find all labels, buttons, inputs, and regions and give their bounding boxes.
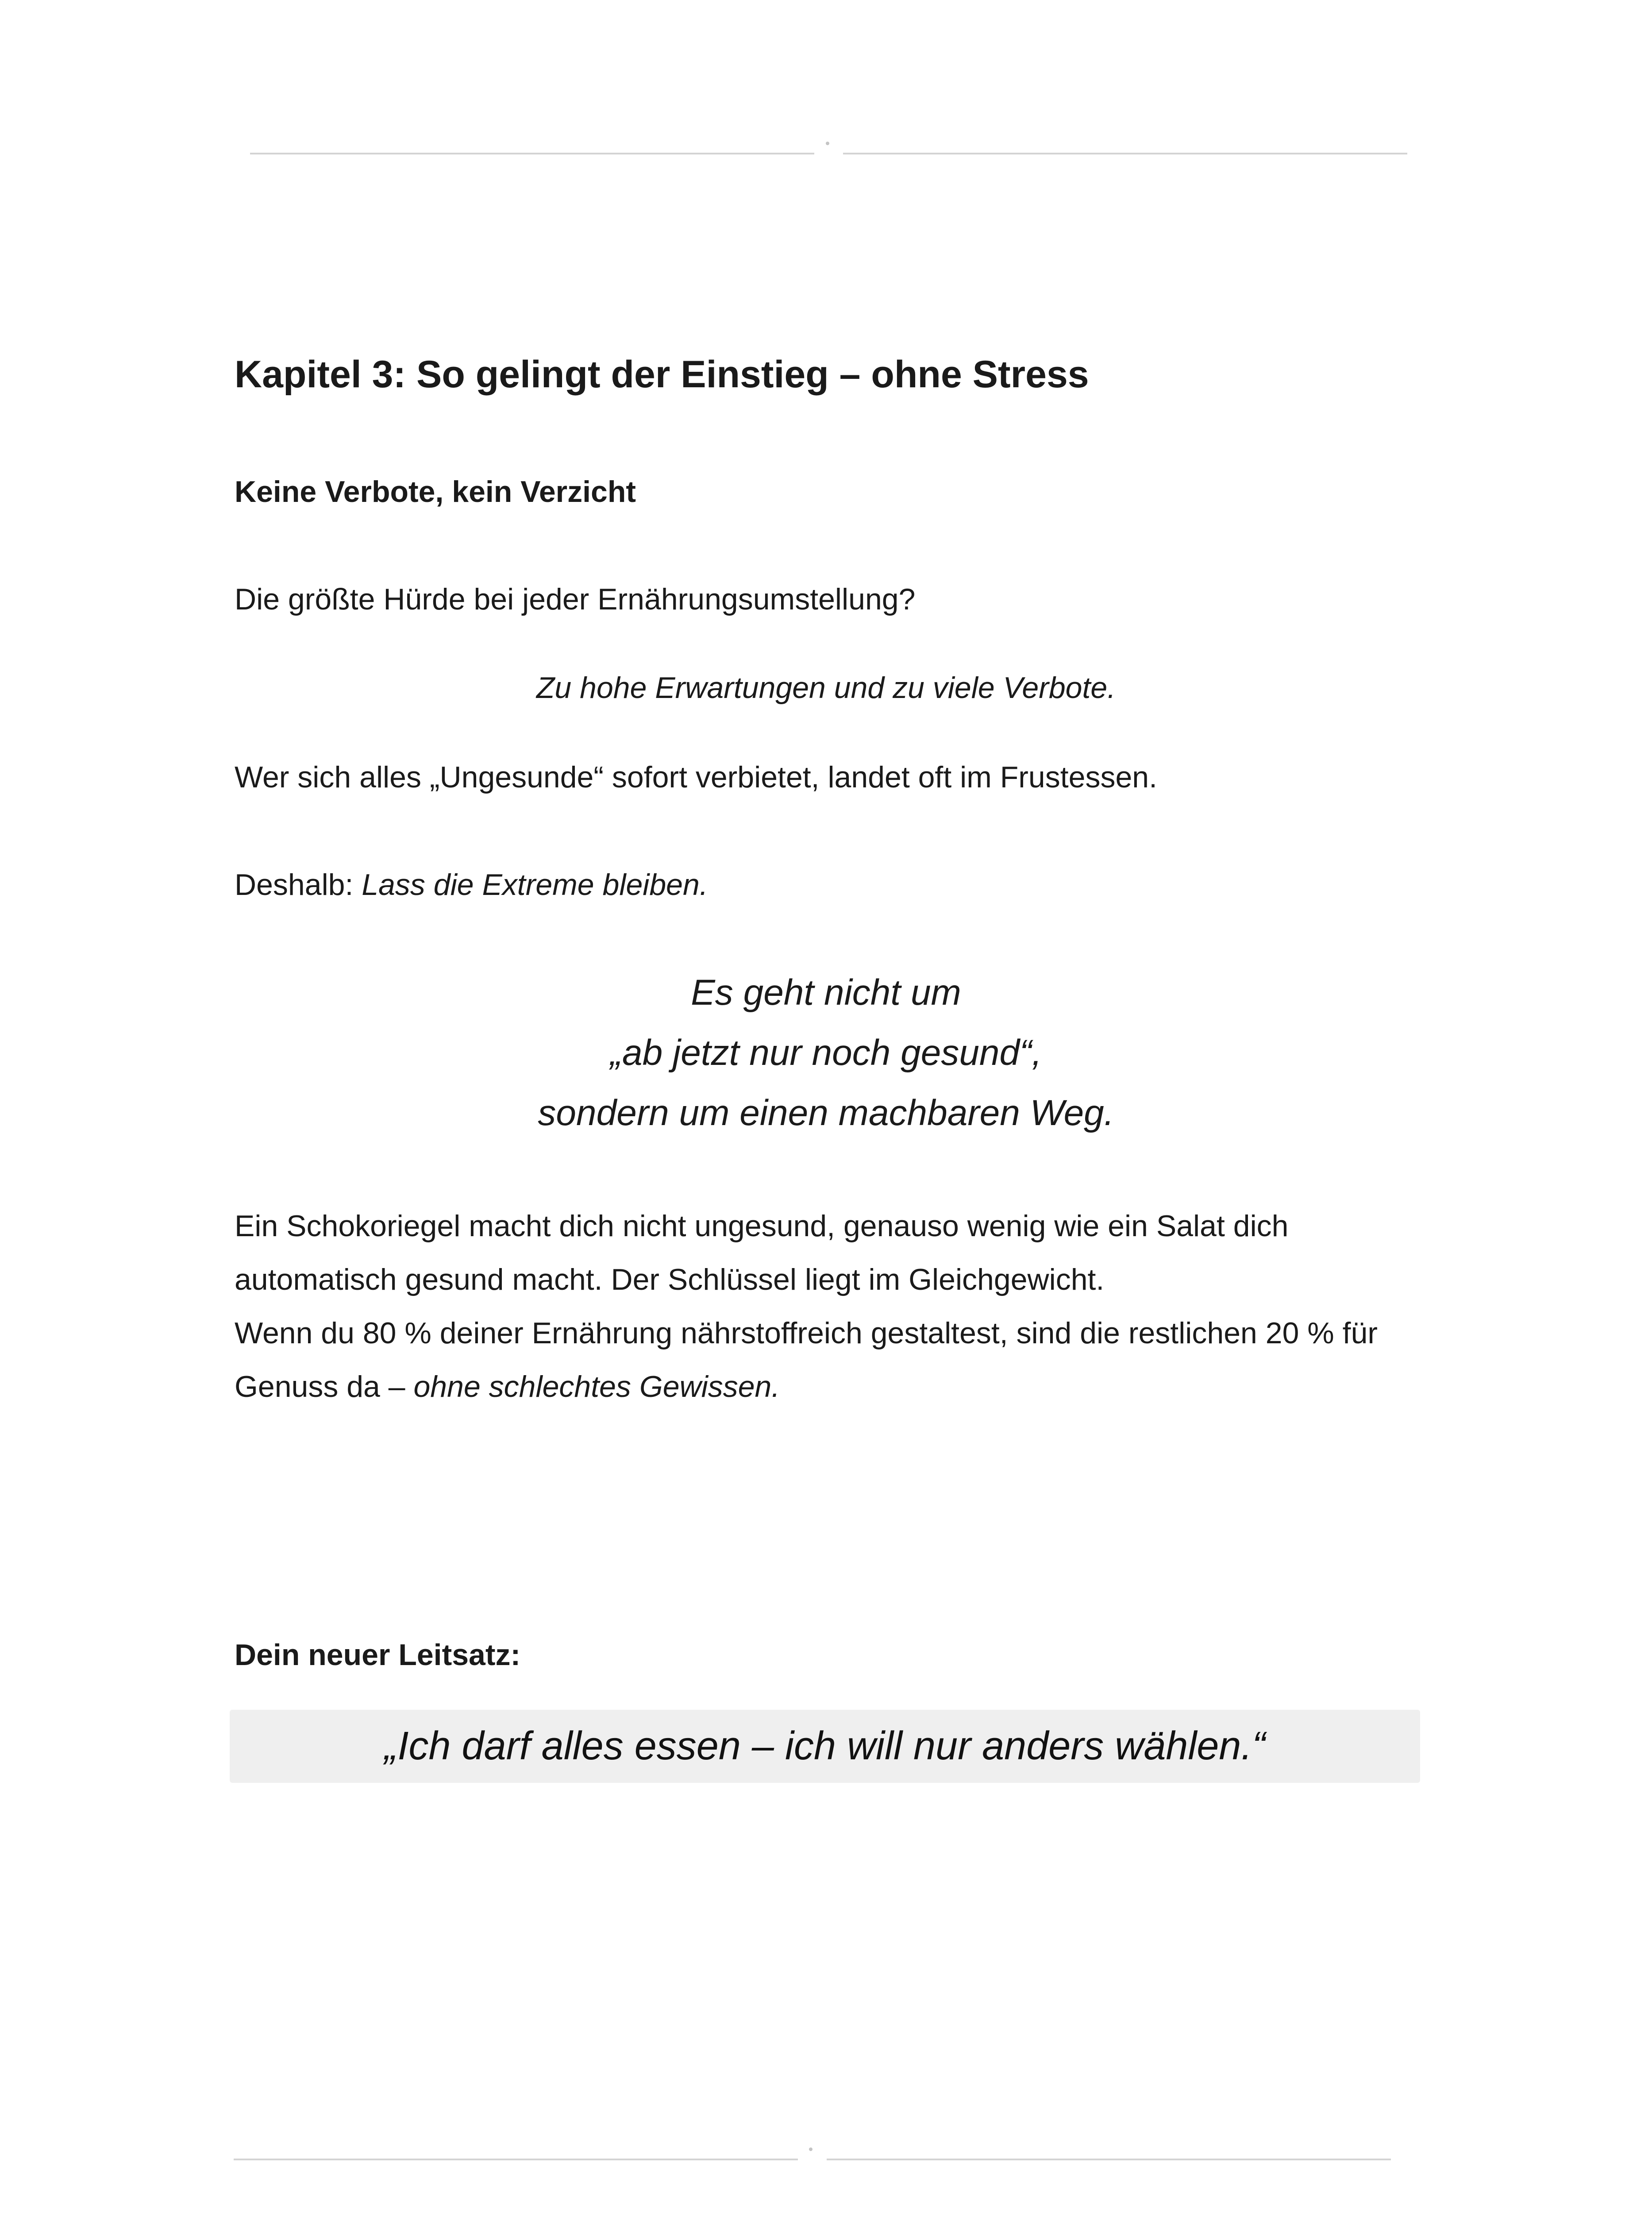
motto-label: Dein neuer Leitsatz: [235,1638,521,1672]
paragraph-line: Wenn du 80 % deiner Ernährung nährstoffreich gestaltest, sind die restlichen 20 % für [235,1316,1378,1350]
header-rule-left [250,153,814,154]
answer-text: Zu hohe Erwartungen und zu viele Verbote. [536,671,1116,705]
conclusion-emphasis: Lass die Extreme bleiben. [362,868,708,902]
header-ornament-dot [826,142,829,145]
conclusion-text [235,867,1417,902]
chapter-title: Kapitel 3: So gelingt der Einstieg – ohne Stress [235,353,1089,396]
statement-text: Wer sich alles „Ungesunde“ sofort verbietet, landet oft im Frustessen. [235,760,1157,794]
body-paragraph [235,1199,1417,1414]
motto-box [230,1710,1420,1783]
pullquote-line: sondern um einen machbaren Weg. [538,1093,1114,1133]
paragraph-line: Ein Schokoriegel macht dich nicht ungesund, genauso wenig wie ein Salat dich [235,1209,1289,1243]
paragraph-line: automatisch gesund macht. Der Schlüssel liegt im Gleichgewicht. [235,1263,1105,1296]
pullquote-line: „ab jetzt nur noch gesund“, [610,1033,1042,1073]
footer-rule-left [234,2159,798,2160]
section-heading: Keine Verbote, kein Verzicht [235,475,636,509]
paragraph-text: Genuss da – [235,1370,414,1403]
pullquote [235,963,1417,1143]
footer-ornament-dot [809,2147,813,2151]
header-rule-right [843,153,1407,154]
motto-quote: „Ich darf alles essen – ich will nur anders wählen.“ [384,1724,1266,1768]
footer-rule-right [827,2159,1391,2160]
pullquote-line: Es geht nicht um [691,972,961,1013]
question-text: Die größte Hürde bei jeder Ernährungsumstellung? [235,582,916,616]
paragraph-line-last [235,1360,1417,1414]
paragraph-emphasis: ohne schlechtes Gewissen. [413,1370,780,1403]
conclusion-label: Deshalb: [235,868,362,902]
